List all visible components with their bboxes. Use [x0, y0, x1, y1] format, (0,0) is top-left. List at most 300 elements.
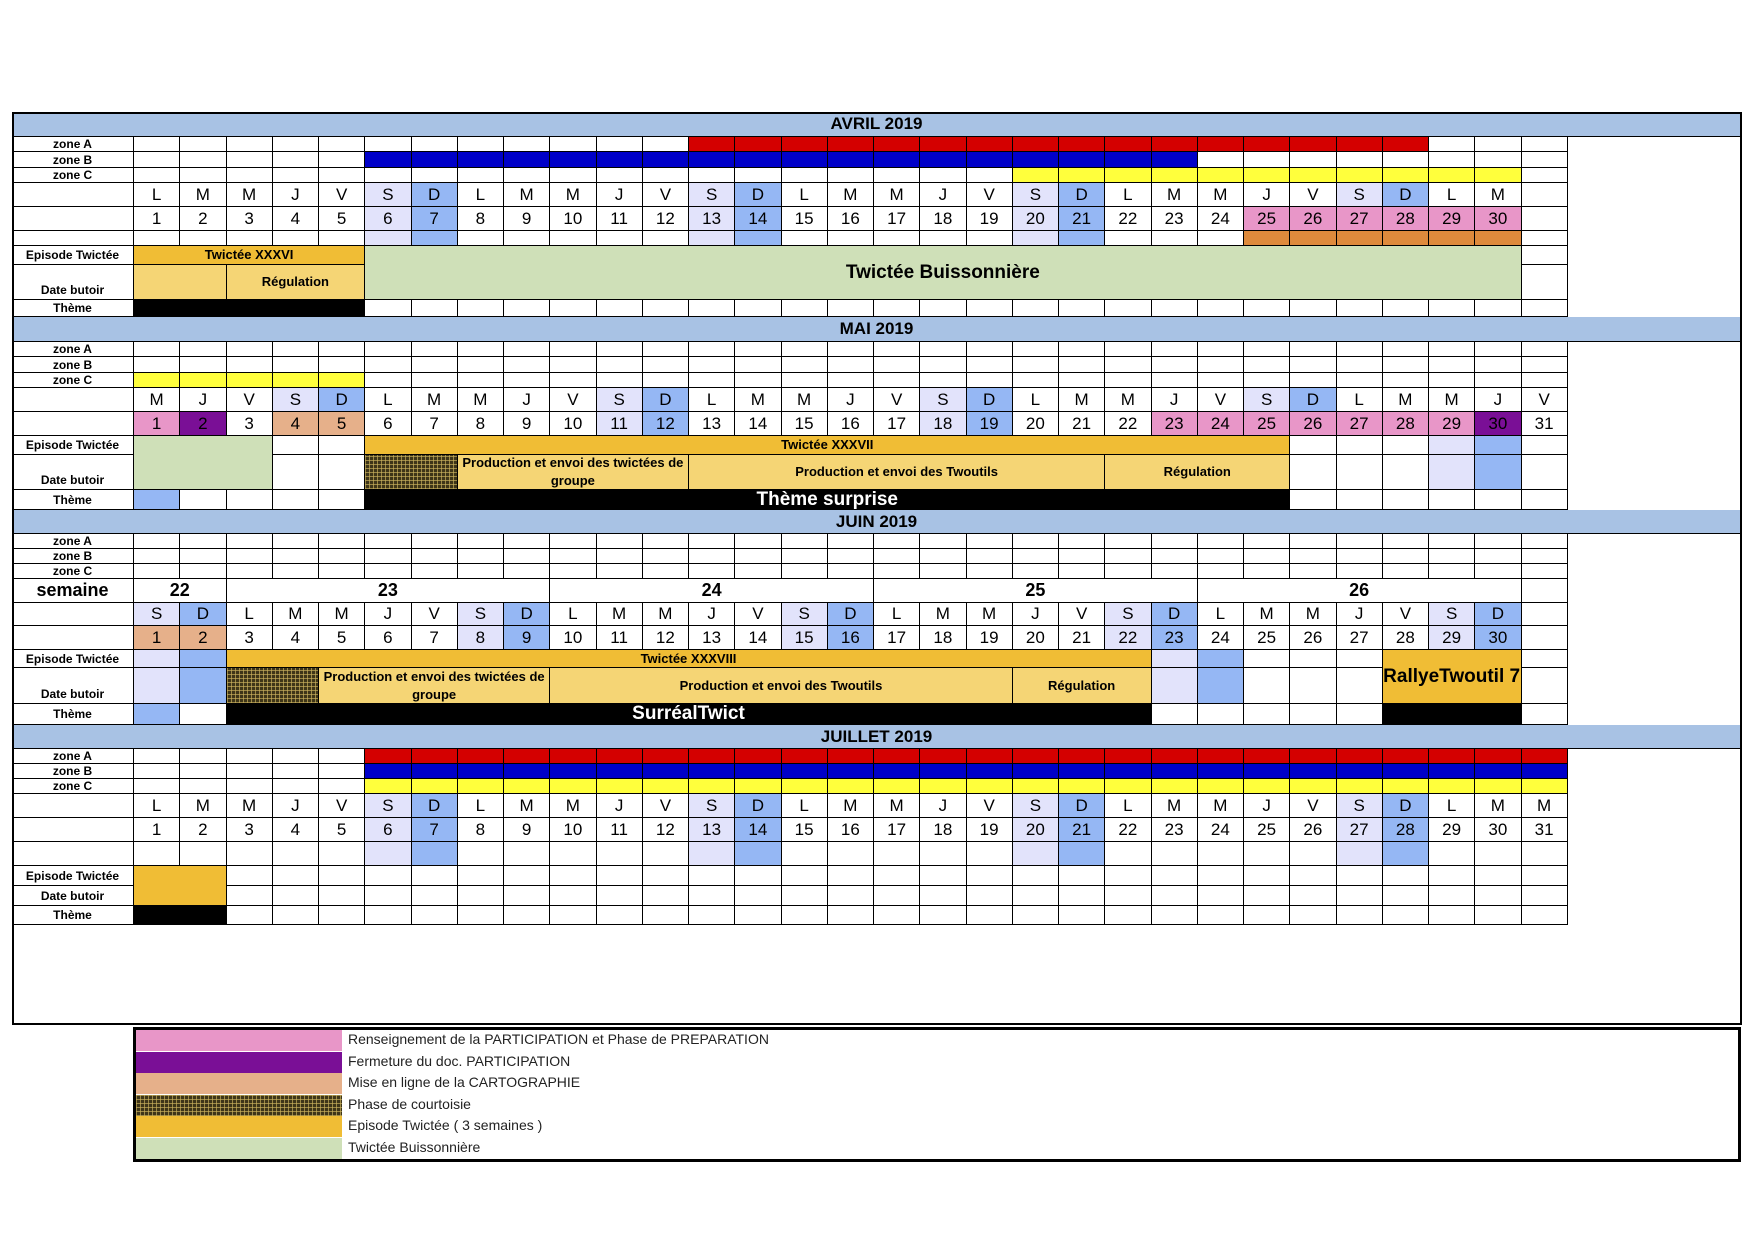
day-cell	[1105, 564, 1151, 579]
day-cell	[365, 342, 411, 357]
day-cell	[1383, 342, 1429, 357]
row-label: zone A	[12, 534, 134, 549]
day-cell	[273, 152, 319, 168]
day-cell	[735, 549, 781, 564]
weekday-letter: M	[319, 603, 365, 626]
day-cell	[1198, 357, 1244, 373]
day-cell	[1244, 886, 1290, 906]
day-cell	[227, 549, 273, 564]
day-cell	[874, 300, 920, 317]
day-cell	[1059, 749, 1105, 764]
row-label: zone C	[12, 564, 134, 579]
weekday-letter: V	[412, 603, 458, 626]
day-cell	[689, 764, 735, 779]
day-cell	[1475, 764, 1521, 779]
day-number: 11	[597, 207, 643, 231]
day-cell	[273, 534, 319, 549]
day-cell	[227, 300, 273, 317]
day-cell	[227, 564, 273, 579]
weekday-letter: D	[1290, 388, 1336, 412]
day-number: 19	[967, 207, 1013, 231]
row-label: zone C	[12, 373, 134, 388]
day-number: 16	[828, 818, 874, 842]
day-cell	[1013, 357, 1059, 373]
day-cell	[1337, 152, 1383, 168]
day-cell	[1244, 152, 1290, 168]
day-number: 4	[273, 207, 319, 231]
day-cell	[1059, 764, 1105, 779]
day-cell	[412, 842, 458, 866]
day-cell	[1244, 300, 1290, 317]
weekday-letter: M	[504, 794, 550, 818]
day-cell	[180, 534, 226, 549]
weekday-letter: V	[1290, 794, 1336, 818]
day-cell	[365, 564, 411, 579]
day-cell	[735, 564, 781, 579]
day-cell	[550, 886, 596, 906]
day-cell	[874, 152, 920, 168]
row-label-empty	[12, 626, 134, 650]
row-label: zone C	[12, 168, 134, 183]
day-cell	[1244, 231, 1290, 246]
day-cell	[273, 886, 319, 906]
weekday-letter: J	[1475, 388, 1521, 412]
day-cell	[1290, 231, 1336, 246]
day-cell	[1383, 436, 1429, 455]
day-cell	[735, 886, 781, 906]
episode-bar: Twictée XXXVI	[134, 246, 365, 265]
day-cell	[1059, 231, 1105, 246]
weekday-letter: M	[550, 794, 596, 818]
row-label-empty	[12, 603, 134, 626]
day-cell	[1013, 373, 1059, 388]
day-number: 20	[1013, 412, 1059, 436]
weekday-letter: J	[504, 388, 550, 412]
day-cell	[597, 137, 643, 152]
day-cell	[458, 564, 504, 579]
day-cell	[874, 231, 920, 246]
weekday-letter: V	[967, 794, 1013, 818]
day-cell	[967, 886, 1013, 906]
day-number: 11	[597, 818, 643, 842]
day-cell	[1244, 168, 1290, 183]
day-number: 2	[180, 412, 226, 436]
rallye-block: RallyeTwoutil 7	[1383, 650, 1522, 704]
day-number: 27	[1337, 207, 1383, 231]
day-cell	[874, 137, 920, 152]
day-cell	[1013, 906, 1059, 925]
day-cell	[967, 866, 1013, 886]
month-title: MAI 2019	[12, 317, 1742, 342]
day-cell	[319, 455, 365, 490]
day-number: 4	[273, 626, 319, 650]
day-cell	[782, 137, 828, 152]
day-cell	[1290, 549, 1336, 564]
day-cell	[1475, 842, 1521, 866]
day-number: 30	[1475, 818, 1521, 842]
buissonniere-bar: Twictée Buissonnière	[365, 246, 1521, 300]
episode-bar: Twictée XXXVII	[365, 436, 1290, 455]
day-number: 7	[412, 626, 458, 650]
day-number: 16	[828, 412, 874, 436]
day-cell	[1475, 168, 1521, 183]
day-cell	[1105, 549, 1151, 564]
day-cell	[689, 906, 735, 925]
day-cell	[1475, 906, 1521, 925]
day-cell	[1198, 152, 1244, 168]
day-cell	[1013, 866, 1059, 886]
day-cell	[412, 549, 458, 564]
day-cell	[782, 866, 828, 886]
day-cell	[412, 906, 458, 925]
weekday-letter: J	[1152, 388, 1198, 412]
day-cell	[1105, 300, 1151, 317]
day-cell	[967, 373, 1013, 388]
day-cell	[458, 137, 504, 152]
theme-bar: Thème surprise	[365, 490, 1290, 510]
day-cell	[134, 152, 180, 168]
day-cell	[319, 137, 365, 152]
weekday-letter: J	[1013, 603, 1059, 626]
day-cell	[1522, 168, 1568, 183]
day-cell	[412, 779, 458, 794]
day-cell	[1522, 668, 1568, 704]
day-cell	[597, 842, 643, 866]
day-cell	[1522, 764, 1568, 779]
day-cell	[1429, 300, 1475, 317]
day-cell	[1198, 231, 1244, 246]
day-cell	[874, 373, 920, 388]
day-cell	[1337, 564, 1383, 579]
day-number: 14	[735, 207, 781, 231]
day-cell	[1244, 842, 1290, 866]
day-number: 17	[874, 626, 920, 650]
day-cell	[1013, 152, 1059, 168]
day-cell	[1337, 549, 1383, 564]
day-cell	[1522, 579, 1568, 603]
day-cell	[1152, 886, 1198, 906]
day-cell	[1059, 842, 1105, 866]
weekday-letter: S	[1244, 388, 1290, 412]
production-groupe-block: Production et envoi des twictées de groupe	[319, 668, 550, 704]
weekday-letter: S	[273, 388, 319, 412]
day-cell	[1383, 779, 1429, 794]
day-number: 7	[412, 818, 458, 842]
day-number: 6	[365, 818, 411, 842]
day-cell	[782, 231, 828, 246]
day-number: 18	[920, 207, 966, 231]
day-number: 15	[782, 412, 828, 436]
day-cell	[412, 231, 458, 246]
day-number: 22	[1105, 207, 1151, 231]
day-cell	[1522, 265, 1568, 300]
day-number: 30	[1475, 626, 1521, 650]
day-cell	[828, 564, 874, 579]
day-cell	[273, 779, 319, 794]
day-number: 9	[504, 207, 550, 231]
day-cell	[828, 534, 874, 549]
day-number: 9	[504, 818, 550, 842]
day-cell	[920, 866, 966, 886]
day-cell	[689, 549, 735, 564]
day-number: 3	[227, 626, 273, 650]
legend-item	[136, 1052, 1738, 1073]
row-label-empty	[12, 388, 134, 412]
legend-label: Fermeture du doc. PARTICIPATION	[348, 1052, 571, 1069]
day-number: 23	[1152, 412, 1198, 436]
day-cell	[180, 549, 226, 564]
weekday-letter: M	[180, 183, 226, 207]
legend-label: Phase de courtoisie	[348, 1095, 471, 1112]
day-cell	[412, 886, 458, 906]
day-cell	[689, 168, 735, 183]
day-cell	[735, 373, 781, 388]
weekday-letter: M	[597, 603, 643, 626]
day-cell	[273, 436, 319, 455]
day-cell	[1198, 168, 1244, 183]
day-cell	[643, 231, 689, 246]
day-number: 3	[227, 412, 273, 436]
day-cell	[458, 764, 504, 779]
day-cell	[1013, 749, 1059, 764]
weekday-letter: J	[1244, 183, 1290, 207]
day-number: 18	[920, 626, 966, 650]
weekday-letter: L	[1105, 794, 1151, 818]
day-cell	[874, 749, 920, 764]
day-cell	[597, 300, 643, 317]
weekday-letter: S	[920, 388, 966, 412]
day-cell	[1383, 534, 1429, 549]
weekday-letter: S	[1337, 183, 1383, 207]
day-cell	[735, 906, 781, 925]
row-label: Date butoir	[12, 265, 134, 300]
day-number: 15	[782, 626, 828, 650]
day-cell	[1522, 246, 1568, 265]
day-cell	[1429, 564, 1475, 579]
day-cell	[874, 866, 920, 886]
day-number: 31	[1522, 412, 1568, 436]
month-title: AVRIL 2019	[12, 112, 1742, 137]
day-number: 19	[967, 818, 1013, 842]
day-cell	[1013, 764, 1059, 779]
day-cell	[597, 534, 643, 549]
day-cell	[1059, 866, 1105, 886]
day-number: 21	[1059, 207, 1105, 231]
weekday-letter: D	[1475, 603, 1521, 626]
day-cell	[1244, 779, 1290, 794]
weekday-letter: D	[1152, 603, 1198, 626]
day-cell	[412, 152, 458, 168]
day-cell	[1383, 300, 1429, 317]
day-cell	[1290, 704, 1336, 725]
day-number: 22	[1105, 412, 1151, 436]
legend-item	[136, 1073, 1738, 1094]
day-cell	[1105, 749, 1151, 764]
legend-label: Twictée Buissonnière	[348, 1138, 481, 1155]
day-cell	[1290, 650, 1336, 668]
row-label: Date butoir	[12, 886, 134, 906]
weekday-letter: S	[689, 183, 735, 207]
day-cell	[1152, 906, 1198, 925]
day-cell	[967, 342, 1013, 357]
day-cell	[1244, 650, 1290, 668]
day-cell	[1383, 373, 1429, 388]
weekday-letter: M	[1198, 794, 1244, 818]
day-cell	[319, 764, 365, 779]
day-cell	[1383, 842, 1429, 866]
day-number: 26	[1290, 207, 1336, 231]
day-cell	[1290, 764, 1336, 779]
day-number: 11	[597, 412, 643, 436]
day-cell	[227, 866, 273, 886]
day-cell	[273, 564, 319, 579]
week-number: 26	[1198, 579, 1522, 603]
day-cell	[689, 886, 735, 906]
day-number: 19	[967, 626, 1013, 650]
day-cell	[319, 534, 365, 549]
day-cell	[643, 152, 689, 168]
day-cell	[1522, 749, 1568, 764]
day-cell	[134, 779, 180, 794]
day-number: 15	[782, 207, 828, 231]
day-cell	[1013, 842, 1059, 866]
weekday-letter: V	[967, 183, 1013, 207]
day-number: 4	[273, 818, 319, 842]
legend-swatch	[136, 1030, 342, 1051]
day-cell	[1244, 549, 1290, 564]
weekday-letter: V	[227, 388, 273, 412]
day-cell	[597, 886, 643, 906]
day-cell	[504, 906, 550, 925]
production-groupe-block: Production et envoi des twictées de groupe	[458, 455, 689, 490]
weekday-letter: L	[134, 794, 180, 818]
day-cell	[1337, 342, 1383, 357]
day-cell	[1522, 231, 1568, 246]
day-number: 29	[1429, 412, 1475, 436]
day-cell	[180, 704, 226, 725]
day-cell	[504, 342, 550, 357]
day-cell	[134, 168, 180, 183]
day-cell	[782, 300, 828, 317]
day-number: 20	[1013, 626, 1059, 650]
day-cell	[643, 842, 689, 866]
day-cell	[1198, 886, 1244, 906]
day-cell	[550, 842, 596, 866]
day-cell	[412, 300, 458, 317]
weekday-letter: D	[828, 603, 874, 626]
day-cell	[365, 886, 411, 906]
day-cell	[1198, 534, 1244, 549]
weekday-letter: S	[365, 794, 411, 818]
day-cell	[828, 749, 874, 764]
day-cell	[134, 137, 180, 152]
weekday-letter: S	[1337, 794, 1383, 818]
day-cell	[689, 300, 735, 317]
day-cell	[134, 534, 180, 549]
day-cell	[920, 549, 966, 564]
day-cell	[643, 866, 689, 886]
day-cell	[643, 779, 689, 794]
day-cell	[1152, 549, 1198, 564]
day-cell	[365, 534, 411, 549]
day-cell	[597, 906, 643, 925]
day-cell	[273, 490, 319, 510]
day-cell	[782, 886, 828, 906]
day-cell	[1059, 152, 1105, 168]
day-cell	[180, 373, 226, 388]
day-cell	[735, 300, 781, 317]
day-cell	[1429, 342, 1475, 357]
day-cell	[180, 490, 226, 510]
day-cell	[689, 357, 735, 373]
day-cell	[458, 168, 504, 183]
day-cell	[1429, 534, 1475, 549]
legend-item	[136, 1116, 1738, 1137]
day-cell	[828, 886, 874, 906]
day-cell	[227, 342, 273, 357]
day-cell	[643, 906, 689, 925]
day-cell	[643, 564, 689, 579]
day-cell	[227, 534, 273, 549]
day-cell	[1383, 564, 1429, 579]
day-cell	[1290, 866, 1336, 886]
weekday-letter: D	[412, 794, 458, 818]
day-cell	[1198, 842, 1244, 866]
day-cell	[1383, 764, 1429, 779]
weekday-letter: V	[1290, 183, 1336, 207]
day-cell	[319, 300, 365, 317]
day-cell	[1429, 357, 1475, 373]
week-number: 25	[874, 579, 1198, 603]
day-cell	[782, 342, 828, 357]
row-label: Episode Twictée	[12, 866, 134, 886]
school-calendar	[12, 112, 1742, 1025]
day-number: 3	[227, 818, 273, 842]
day-cell	[1059, 779, 1105, 794]
day-cell	[1475, 436, 1521, 455]
day-cell	[227, 168, 273, 183]
day-number: 6	[365, 412, 411, 436]
day-number: 1	[134, 207, 180, 231]
day-cell	[874, 906, 920, 925]
day-cell	[1429, 779, 1475, 794]
day-cell	[180, 152, 226, 168]
weekday-letter: V	[643, 794, 689, 818]
day-number: 21	[1059, 626, 1105, 650]
day-cell	[1059, 342, 1105, 357]
day-cell	[458, 373, 504, 388]
day-cell	[967, 300, 1013, 317]
day-number: 25	[1244, 412, 1290, 436]
day-cell	[828, 779, 874, 794]
day-cell	[1337, 764, 1383, 779]
day-number: 13	[689, 412, 735, 436]
day-cell	[920, 373, 966, 388]
day-cell	[504, 564, 550, 579]
day-number: 28	[1383, 626, 1429, 650]
day-cell	[458, 779, 504, 794]
day-number: 9	[504, 626, 550, 650]
day-number: 2	[180, 626, 226, 650]
day-cell	[1290, 886, 1336, 906]
regulation-block: Régulation	[1013, 668, 1152, 704]
day-cell	[1429, 436, 1475, 455]
day-cell	[1152, 668, 1198, 704]
day-cell	[874, 564, 920, 579]
day-cell	[180, 764, 226, 779]
day-cell	[1244, 137, 1290, 152]
day-cell	[550, 300, 596, 317]
